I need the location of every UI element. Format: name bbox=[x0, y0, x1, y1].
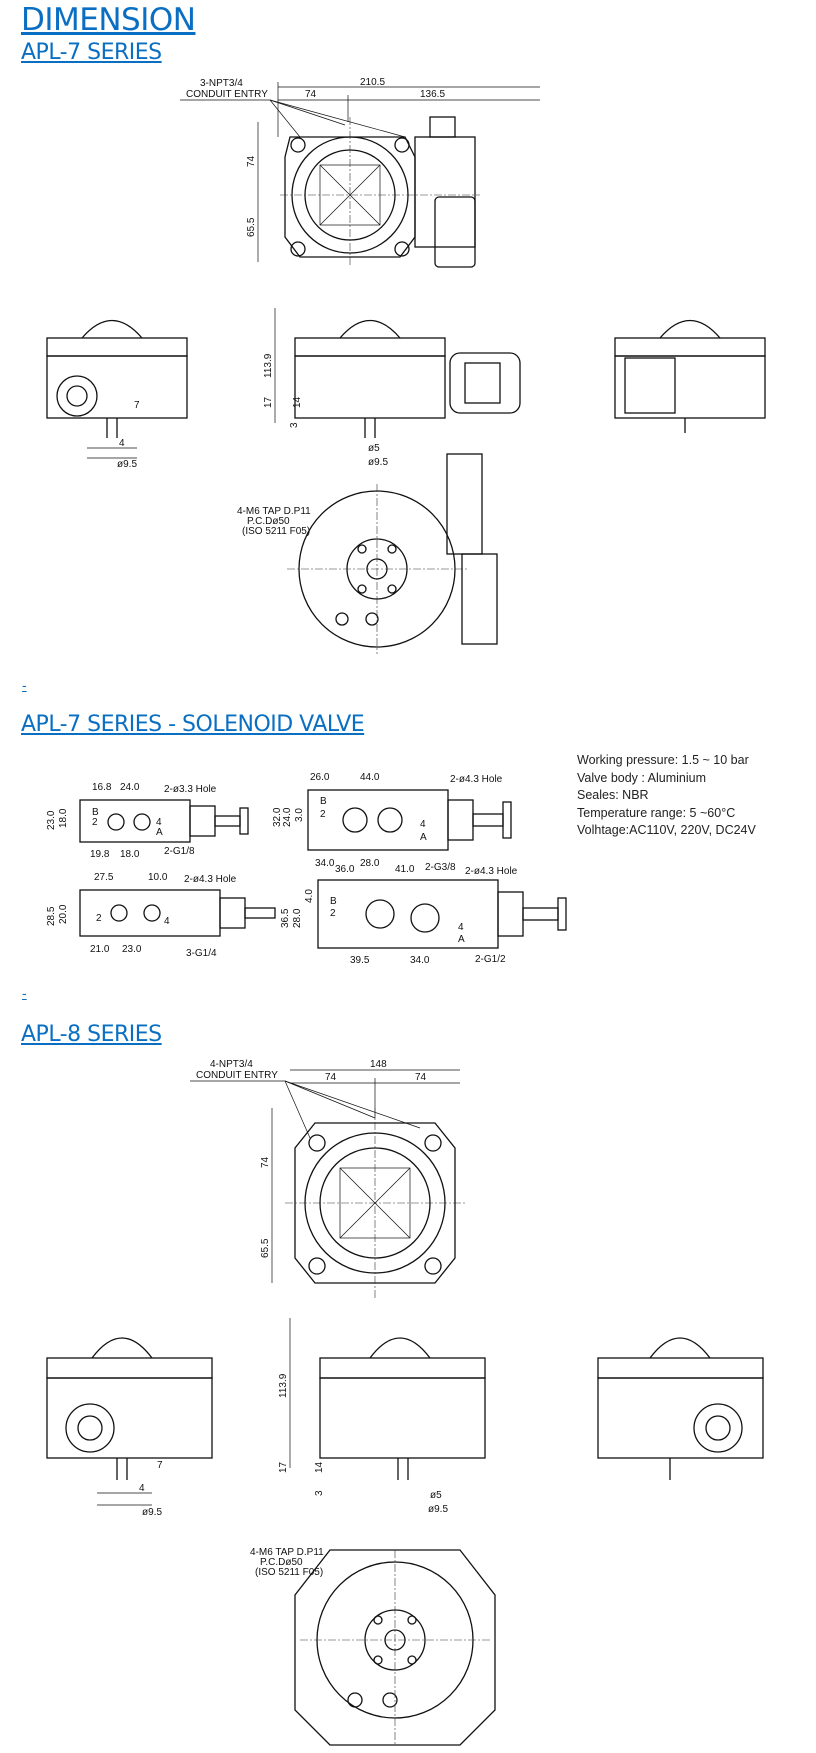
port-label: 2-G3/8 bbox=[425, 862, 456, 873]
dimension-label: 210.5 bbox=[360, 77, 386, 88]
dimension-label: 34.0 bbox=[410, 955, 430, 966]
apl8-side-view-front bbox=[270, 1318, 530, 1518]
conduit-label: 3-NPT3/4 bbox=[200, 78, 243, 89]
dimension-label: 74 bbox=[325, 1072, 337, 1083]
apl7-bottom-view-drawing bbox=[237, 484, 557, 664]
dimension-label: 4 bbox=[119, 438, 125, 449]
dimension-label: 17 bbox=[263, 396, 274, 408]
apl8-section-title[interactable]: APL-8 SERIES bbox=[21, 1022, 162, 1047]
port-label: 4 bbox=[458, 922, 464, 933]
spec-voltage: Volhtage:AC110V, 220V, DC24V bbox=[577, 823, 756, 837]
dimension-label: 74 bbox=[260, 1156, 271, 1168]
port-label: 4 bbox=[156, 817, 162, 828]
dimension-label: 26.0 bbox=[310, 772, 330, 783]
dimension-label: 74 bbox=[246, 155, 257, 167]
solenoid-valve-large-side bbox=[280, 858, 620, 968]
dimension-label: 19.8 bbox=[90, 849, 110, 860]
dimension-label: 18.0 bbox=[120, 849, 140, 860]
apl7-section-title[interactable]: APL-7 SERIES bbox=[21, 40, 162, 65]
apl8-bottom-view-drawing bbox=[250, 1535, 520, 1750]
dimension-label: 65.5 bbox=[260, 1238, 271, 1258]
dimension-label: 28.5 bbox=[46, 906, 57, 926]
dimension-label: 28.0 bbox=[292, 908, 303, 928]
dimension-label: 24.0 bbox=[120, 782, 140, 793]
hole-label: 2-ø4.3 Hole bbox=[465, 866, 518, 877]
port-label: A bbox=[156, 827, 163, 838]
port-label: 2 bbox=[330, 908, 336, 919]
tap-label: (ISO 5211 F05) bbox=[255, 1567, 324, 1578]
port-label: A bbox=[420, 832, 427, 843]
port-label: A bbox=[458, 934, 465, 945]
dimension-label: 4.0 bbox=[304, 889, 315, 903]
spec-seals: Seales: NBR bbox=[577, 788, 649, 802]
dimension-label: ø9.5 bbox=[142, 1507, 163, 1518]
apl7-top-view-drawing bbox=[180, 77, 550, 297]
dimension-label: 3 bbox=[289, 422, 300, 428]
port-label: 2-G1/2 bbox=[475, 954, 506, 965]
tap-label: (ISO 5211 F05) bbox=[242, 526, 311, 537]
page-title[interactable]: DIMENSION bbox=[21, 2, 196, 38]
solenoid-specifications bbox=[577, 752, 756, 840]
dimension-label: 20.0 bbox=[58, 904, 69, 924]
port-label: 4 bbox=[420, 819, 426, 830]
tap-label: P.C.Dø50 bbox=[247, 516, 290, 527]
apl7-side-view-front bbox=[260, 308, 550, 468]
port-label: B bbox=[92, 807, 99, 818]
hole-label: 2-ø4.3 Hole bbox=[450, 774, 503, 785]
separator-link[interactable]: - bbox=[22, 985, 27, 1001]
dimension-label: 23.0 bbox=[46, 810, 57, 830]
dimension-label: ø9.5 bbox=[428, 1504, 449, 1515]
port-label: 3-G1/4 bbox=[186, 948, 217, 959]
dimension-label: ø5 bbox=[430, 1490, 442, 1501]
solenoid-section-title[interactable]: APL-7 SERIES - SOLENOID VALVE bbox=[21, 712, 365, 737]
dimension-label: 10.0 bbox=[148, 872, 168, 883]
dimension-label: 14 bbox=[292, 396, 303, 408]
dimension-label: 7 bbox=[134, 400, 140, 411]
tap-label: P.C.Dø50 bbox=[260, 1557, 303, 1568]
port-label: B bbox=[320, 796, 327, 807]
dimension-label: 32.0 bbox=[272, 807, 283, 827]
dimension-label: 3 bbox=[314, 1490, 325, 1496]
port-label: 2-G1/8 bbox=[164, 846, 195, 857]
dimension-label: 74 bbox=[415, 1072, 427, 1083]
dimension-label: 41.0 bbox=[395, 864, 415, 875]
solenoid-valve-large-top bbox=[270, 762, 570, 872]
port-label: 2 bbox=[92, 817, 98, 828]
dimension-label: 113.9 bbox=[263, 353, 274, 378]
port-label: B bbox=[330, 896, 337, 907]
dimension-label: ø9.5 bbox=[368, 457, 389, 468]
dimension-label: 34.0 bbox=[315, 858, 335, 869]
dimension-label: 28.0 bbox=[360, 858, 380, 869]
hole-label: 2-ø4.3 Hole bbox=[184, 874, 237, 885]
dimension-label: 23.0 bbox=[122, 944, 142, 955]
separator-link[interactable]: - bbox=[22, 677, 27, 693]
solenoid-valve-small-top bbox=[44, 770, 274, 860]
conduit-label: 4-NPT3/4 bbox=[210, 1059, 253, 1070]
dimension-label: 16.8 bbox=[92, 782, 112, 793]
tap-label: 4-M6 TAP D.P11 bbox=[237, 506, 311, 517]
dimension-label: ø5 bbox=[368, 443, 380, 454]
dimension-label: 24.0 bbox=[282, 807, 293, 827]
dimension-label: 65.5 bbox=[246, 217, 257, 237]
spec-valve-body: Valve body : Aluminium bbox=[577, 770, 706, 785]
tap-label: 4-M6 TAP D.P11 bbox=[250, 1547, 324, 1558]
dimension-label: 21.0 bbox=[90, 944, 110, 955]
apl8-side-view-left bbox=[22, 1318, 222, 1518]
hole-label: 2-ø3.3 Hole bbox=[164, 784, 217, 795]
dimension-label: 113.9 bbox=[278, 1373, 289, 1398]
apl7-side-view-left bbox=[22, 308, 202, 468]
spec-working-pressure: Working pressure: 1.5 ~ 10 bar bbox=[577, 753, 749, 767]
port-label: 2 bbox=[320, 809, 326, 820]
dimension-label: 39.5 bbox=[350, 955, 370, 966]
dimension-label: 136.5 bbox=[420, 89, 446, 100]
dimension-label: 14 bbox=[314, 1461, 325, 1473]
dimension-label: ø9.5 bbox=[117, 459, 138, 470]
apl8-top-view-drawing bbox=[190, 1058, 520, 1308]
dimension-label: 148 bbox=[370, 1059, 387, 1070]
apl7-side-view-right bbox=[605, 308, 765, 468]
dimension-label: 44.0 bbox=[360, 772, 380, 783]
dimension-label: 3.0 bbox=[294, 808, 305, 822]
solenoid-valve-small-side bbox=[44, 866, 274, 961]
dimension-label: 7 bbox=[157, 1460, 163, 1471]
conduit-label: CONDUIT ENTRY bbox=[196, 1070, 278, 1081]
dimension-label: 4 bbox=[139, 1483, 145, 1494]
dimension-label: 27.5 bbox=[94, 872, 114, 883]
apl8-side-view-right bbox=[590, 1318, 775, 1518]
dimension-label: 36.0 bbox=[335, 864, 355, 875]
spec-temperature: Temperature range: 5 ~60°C bbox=[577, 805, 736, 820]
conduit-label: CONDUIT ENTRY bbox=[186, 89, 268, 100]
port-label: 2 bbox=[96, 913, 102, 924]
dimension-label: 36.5 bbox=[280, 908, 291, 928]
port-label: 4 bbox=[164, 916, 170, 927]
dimension-label: 17 bbox=[278, 1461, 289, 1473]
dimension-label: 18.0 bbox=[58, 808, 69, 828]
dimension-label: 74 bbox=[305, 89, 317, 100]
